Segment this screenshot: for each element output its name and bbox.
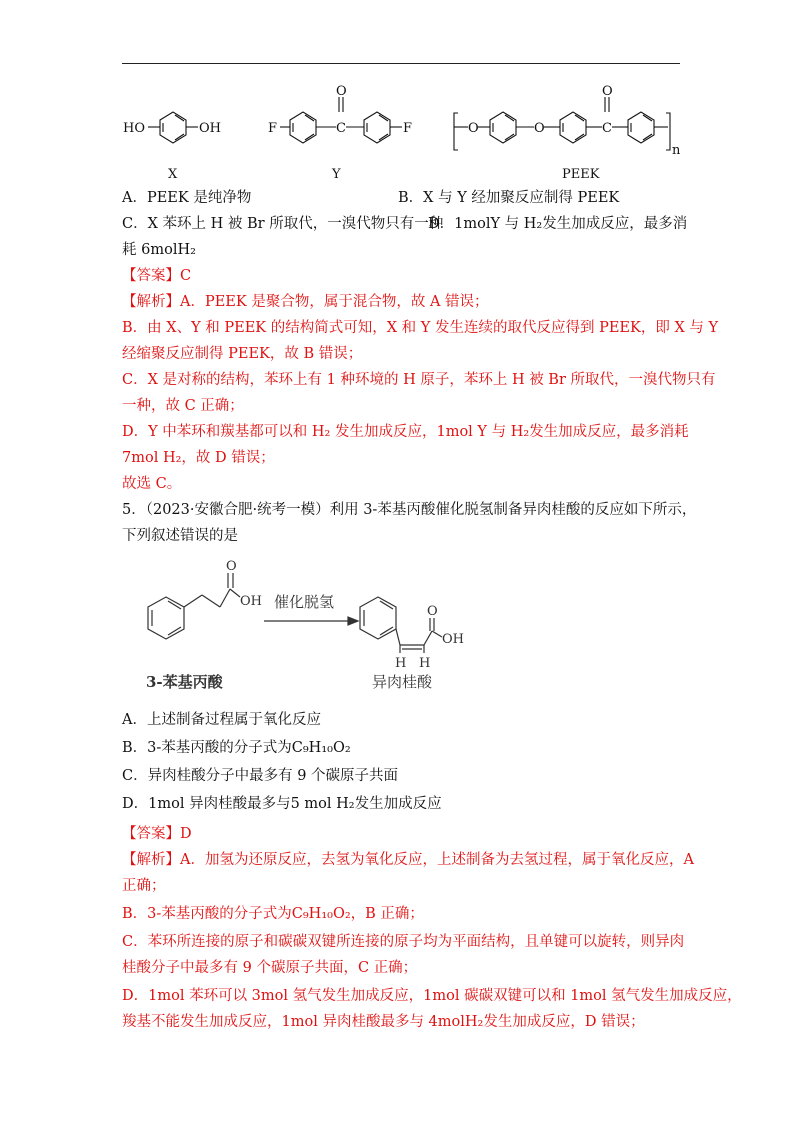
q4-option-b: B．X 与 Y 经加聚反应制得 PEEK — [398, 190, 620, 206]
q4-analysis-8: 故选 C。 — [122, 476, 182, 492]
peek-o1: O — [468, 121, 479, 136]
q4-analysis-4: C．X 是对称的结构，苯环上有 1 种环境的 H 原子，苯环上 H 被 Br 所取代，一溴代物只有 — [122, 372, 716, 388]
q4-analysis-7: 7mol H₂，故 D 错误； — [122, 450, 275, 466]
product-o: O — [427, 604, 438, 619]
product-h1: H — [395, 656, 407, 671]
reactant-name: 3-苯基丙酸 — [146, 673, 223, 691]
q4-analysis-1: 【解析】A．PEEK 是聚合物，属于混合物，故 A 错误； — [122, 294, 489, 310]
q5-analysis-7: 羧基不能发生加成反应，1mol 异肉桂酸最多与 4molH₂发生加成反应，D 错误； — [122, 1014, 645, 1030]
q4-analysis-5: 一种，故 C 正确； — [122, 398, 244, 414]
q5-analysis-6: D．1mol 苯环可以 3mol 氢气发生加成反应，1mol 碳碳双键可以和 1mol 氢气发生加成反应， — [122, 988, 742, 1004]
q4-answer: 【答案】C — [122, 268, 192, 284]
q4-analysis-3: 经缩聚反应制得 PEEK，故 B 错误； — [122, 346, 363, 362]
x-ho: HO — [123, 121, 145, 136]
q5-analysis-1: 【解析】A．加氢为还原反应，去氢为氧化反应，上述制备为去氢过程，属于氧化反应，A — [122, 852, 694, 868]
peek-o2: O — [534, 121, 545, 136]
label-peek: PEEK — [562, 167, 600, 182]
y-f-left: F — [268, 121, 278, 136]
product-name: 异肉桂酸 — [372, 673, 433, 691]
q5-option-a: A．上述制备过程属于氧化反应 — [122, 712, 321, 728]
q5-stem-2: 下列叙述错误的是 — [122, 528, 238, 544]
header-rule — [122, 63, 680, 64]
q5-analysis-2: 正确； — [122, 878, 166, 894]
q5-analysis-4: C．苯环所连接的原子和碳碳双键所连接的原子均为平面结构，且单键可以旋转，则异肉 — [122, 934, 685, 950]
y-f-right: F — [403, 121, 413, 136]
label-y: Y — [332, 167, 341, 182]
arrow-label: 催化脱氢 — [274, 593, 335, 611]
reactant-oh: OH — [240, 594, 262, 609]
peek-n: n — [672, 143, 681, 158]
q5-option-d: D．1mol 异肉桂酸最多与5 mol H₂发生加成反应 — [122, 796, 442, 812]
q5-analysis-5: 桂酸分子中最多有 9 个碳原子共面，C 正确； — [122, 960, 418, 976]
q4-analysis-6: D．Y 中苯环和羰基都可以和 H₂ 发生加成反应，1mol Y 与 H₂发生加成反应，最多消耗 — [122, 424, 689, 440]
q5-stem-1: 5．（2023·安徽合肥·统考一模）利用 3-苯基丙酸催化脱氢制备异肉桂酸的反应如下所示， — [122, 502, 697, 518]
q4-option-a: A．PEEK 是纯净物 — [122, 190, 252, 206]
q5-option-c: C．异肉桂酸分子中最多有 9 个碳原子共面 — [122, 768, 399, 784]
q5-reaction-scheme — [0, 555, 800, 705]
product-oh: OH — [442, 632, 464, 647]
q5-option-b: B．3-苯基丙酸的分子式为C₉H₁₀O₂ — [122, 740, 351, 756]
q5-answer: 【答案】D — [122, 826, 192, 842]
label-x: X — [168, 167, 178, 182]
y-c: C — [336, 121, 346, 136]
q4-option-d: D．1molY 与 H₂发生加成反应，最多消 — [428, 216, 688, 232]
peek-co: O — [602, 84, 613, 99]
peek-c: C — [602, 121, 612, 136]
q4-option-c: C．X 苯环上 H 被 Br 所取代，一溴代物只有一种 — [122, 216, 444, 232]
reactant-o: O — [226, 559, 237, 574]
x-oh: OH — [199, 121, 221, 136]
product-h2: H — [419, 656, 431, 671]
q5-analysis-3: B．3-苯基丙酸的分子式为C₉H₁₀O₂，B 正确； — [122, 906, 424, 922]
q4-option-d-cont: 耗 6molH₂ — [122, 242, 196, 258]
y-o: O — [336, 84, 347, 99]
q4-analysis-2: B．由 X、Y 和 PEEK 的结构简式可知，X 和 Y 发生连续的取代反应得到 PEEK，即 X 与 Y — [122, 320, 719, 336]
